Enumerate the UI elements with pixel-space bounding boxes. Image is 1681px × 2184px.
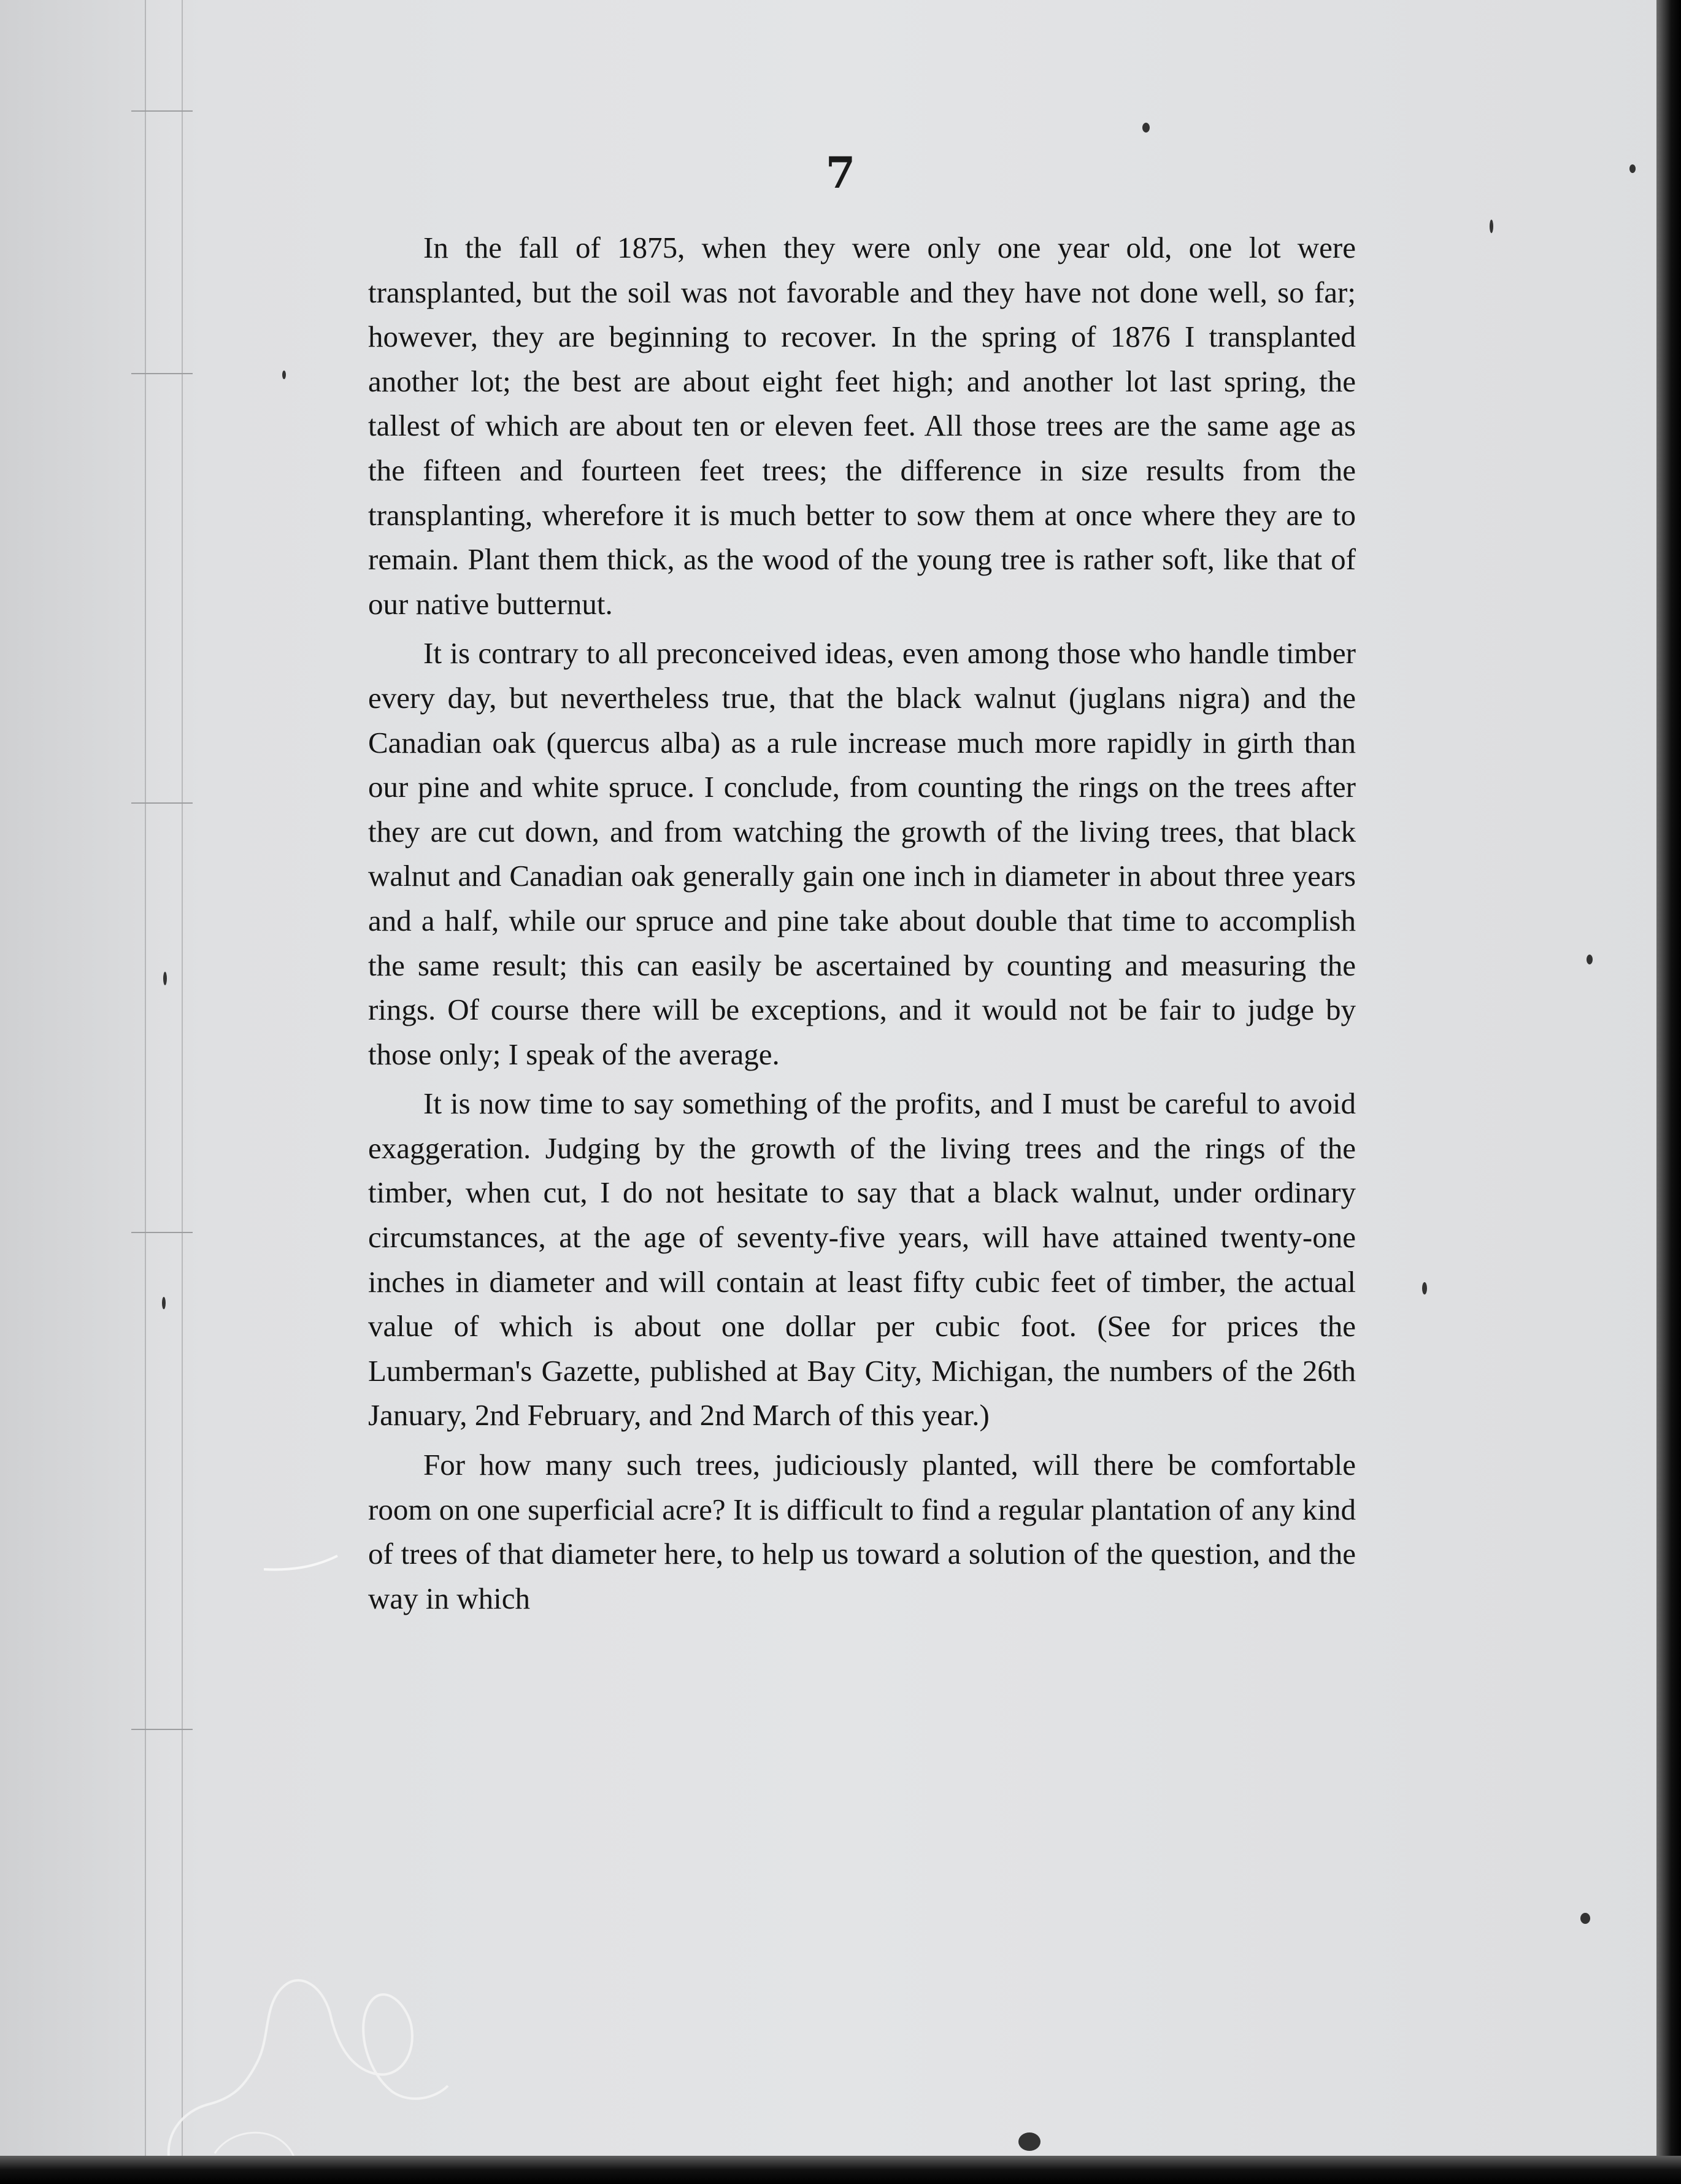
dust-speck [1018, 2132, 1041, 2151]
scratch-mark [264, 1552, 344, 1583]
dust-speck [1142, 123, 1150, 133]
dust-speck [1490, 220, 1493, 233]
page-edge-shadow [1656, 0, 1681, 2184]
dust-speck [163, 972, 167, 985]
binding-gutter [145, 0, 183, 2184]
page-edge-shadow [0, 2156, 1681, 2184]
paragraph: For how many such trees, judiciously planted, will there be comfortable room on one superficial acre? It is difficult to find a regular plantation of any kind of trees of that diameter here, to help us toward a solution of the question, and the way in which [368, 1448, 1356, 1615]
dust-speck [282, 371, 286, 379]
paragraph: It is contrary to all preconceived ideas, even among those who handle timber every day, but nevertheless true, that the black walnut (juglans nigra) and the Canadian oak (quercus alba) as a rule increase much more rapidly in girth than our pine and white spruce. I conclude, from counting the rings on the trees after they are cut down, and from watching the growth of the living trees, that black walnut and Canadian oak generally gain one inch in diameter in about three years and a half, while our spruce and pine take about double that time to accomplish the same result; this can easily be ascertained by counting and measuring the rings. Of course there will be exceptions, and it would not be fair to judge by those only; I speak of the average. [368, 636, 1356, 1071]
dust-speck [1587, 955, 1593, 964]
binding-stitch-mark [131, 1729, 193, 1736]
dust-speck [1580, 1913, 1590, 1924]
binding-stitch-mark [131, 110, 193, 118]
binding-stitch-mark [131, 802, 193, 810]
paragraph: In the fall of 1875, when they were only one year old, one lot were transplanted, but the soil was not favorable and they have not done well, so far; however, they are beginning to recover. In the spring of 1876 I transplanted another lot; the best are about eight feet high; and another lot last spring, the tallest of which are about ten or eleven feet. All those trees are the same age as the fifteen and fourteen feet trees; the difference in size results from the transplanting, wherefore it is much better to sow them at once where they are to remain. Plant them thick, as the wood of the young tree is rather soft, like that of our native butternut. [368, 231, 1356, 621]
binding-stitch-mark [131, 1232, 193, 1239]
paragraph: It is now time to say something of the profits, and I must be careful to avoid exaggeration. Judging by the growth of the living trees and the rings of the timber, when cut, I do not hesitate to say that a black walnut, under ordinary circumstances, at the age of seventy-five years, will have attained twenty-one inches in diameter and will contain at least fifty cubic feet of timber, the actual value of which is about one dollar per cubic foot. (See for prices the Lumberman's Gazette, published at Bay City, Michigan, the numbers of the 26th January, 2nd February, and 2nd March of this year.) [368, 1086, 1356, 1432]
page-number: 7 [825, 147, 856, 198]
dust-speck [162, 1297, 166, 1309]
binding-stitch-mark [131, 373, 193, 380]
dust-speck [1422, 1282, 1427, 1294]
body-text [368, 226, 1356, 1626]
scratch-mark [147, 1951, 454, 2184]
